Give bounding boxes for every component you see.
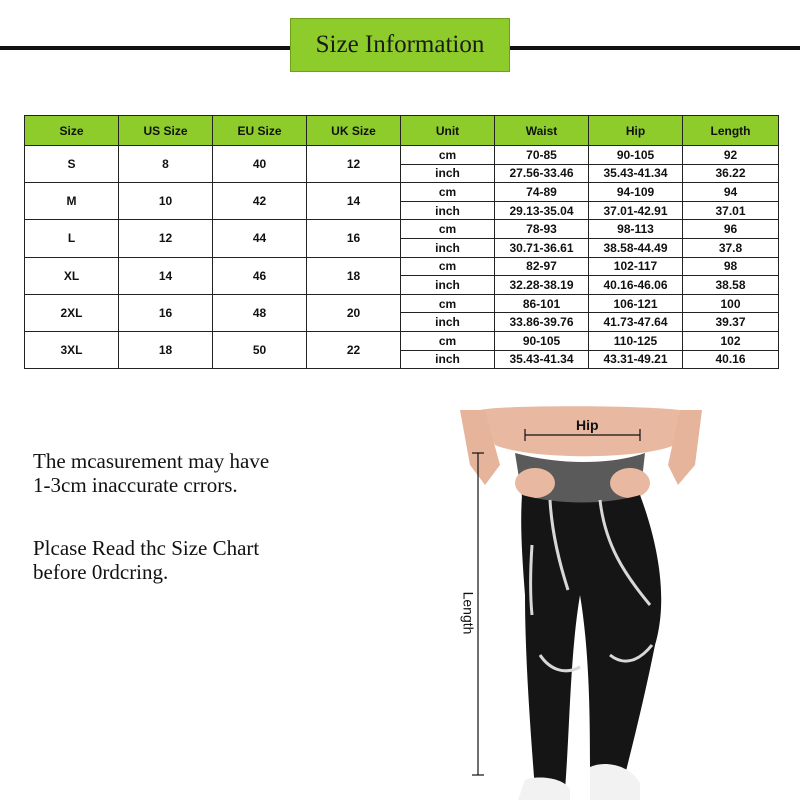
hip-cell: 106-121 — [589, 294, 683, 313]
waist-cell: 30.71-36.61 — [495, 238, 589, 257]
title-divider-left — [0, 46, 290, 50]
length-cell: 94 — [683, 183, 779, 202]
hip-cell: 90-105 — [589, 146, 683, 165]
waist-cell: 70-85 — [495, 146, 589, 165]
us-size-cell: 12 — [119, 220, 213, 257]
hip-cell: 110-125 — [589, 331, 683, 350]
column-header: Hip — [589, 116, 683, 146]
title-bar — [0, 31, 800, 58]
uk-size-cell: 22 — [307, 331, 401, 368]
us-size-cell: 16 — [119, 294, 213, 331]
size-cell: L — [25, 220, 119, 257]
hip-cell: 35.43-41.34 — [589, 164, 683, 183]
length-cell: 92 — [683, 146, 779, 165]
unit-cell: cm — [401, 146, 495, 165]
column-header: EU Size — [213, 116, 307, 146]
waist-cell: 27.56-33.46 — [495, 164, 589, 183]
eu-size-cell: 40 — [213, 146, 307, 183]
column-header: Length — [683, 116, 779, 146]
uk-size-cell: 18 — [307, 257, 401, 294]
column-header: Size — [25, 116, 119, 146]
length-cell: 102 — [683, 331, 779, 350]
waist-cell: 74-89 — [495, 183, 589, 202]
eu-size-cell: 44 — [213, 220, 307, 257]
unit-cell: inch — [401, 313, 495, 332]
unit-cell: cm — [401, 257, 495, 276]
hip-cell: 94-109 — [589, 183, 683, 202]
us-size-cell: 14 — [119, 257, 213, 294]
table-body — [25, 146, 779, 369]
table-header-row — [25, 116, 779, 146]
length-cell: 37.01 — [683, 201, 779, 220]
hip-label: Hip — [576, 417, 599, 433]
length-cell: 40.16 — [683, 350, 779, 369]
length-cell: 39.37 — [683, 313, 779, 332]
column-header: US Size — [119, 116, 213, 146]
measurement-note: The mcasurement may have 1-3cm inaccurate crrors. — [33, 449, 270, 497]
table-row — [25, 331, 779, 350]
waist-cell: 32.28-38.19 — [495, 276, 589, 295]
title-divider-right — [510, 46, 800, 50]
length-label: Length — [460, 591, 477, 635]
page-title: Size Information — [290, 18, 510, 72]
size-cell: 3XL — [25, 331, 119, 368]
length-cell: 96 — [683, 220, 779, 239]
column-header: Unit — [401, 116, 495, 146]
table-row — [25, 257, 779, 276]
size-cell: 2XL — [25, 294, 119, 331]
eu-size-cell: 50 — [213, 331, 307, 368]
size-cell: S — [25, 146, 119, 183]
uk-size-cell: 14 — [307, 183, 401, 220]
uk-size-cell: 12 — [307, 146, 401, 183]
length-cell: 98 — [683, 257, 779, 276]
hip-cell: 40.16-46.06 — [589, 276, 683, 295]
waist-cell: 90-105 — [495, 331, 589, 350]
hip-cell: 41.73-47.64 — [589, 313, 683, 332]
uk-size-cell: 16 — [307, 220, 401, 257]
unit-cell: inch — [401, 164, 495, 183]
us-size-cell: 10 — [119, 183, 213, 220]
unit-cell: inch — [401, 201, 495, 220]
waist-cell: 33.86-39.76 — [495, 313, 589, 332]
size-table — [24, 115, 779, 369]
unit-cell: cm — [401, 294, 495, 313]
table-row — [25, 183, 779, 202]
uk-size-cell: 20 — [307, 294, 401, 331]
eu-size-cell: 48 — [213, 294, 307, 331]
waist-cell: 35.43-41.34 — [495, 350, 589, 369]
hip-cell: 37.01-42.91 — [589, 201, 683, 220]
unit-cell: cm — [401, 220, 495, 239]
leggings-model-image — [440, 405, 720, 800]
size-cell: M — [25, 183, 119, 220]
length-cell: 100 — [683, 294, 779, 313]
read-chart-note: Plcase Read thc Size Chart before 0rdcring. — [33, 536, 260, 584]
us-size-cell: 18 — [119, 331, 213, 368]
hip-cell: 38.58-44.49 — [589, 238, 683, 257]
unit-cell: inch — [401, 238, 495, 257]
table-row — [25, 220, 779, 239]
us-size-cell: 8 — [119, 146, 213, 183]
unit-cell: inch — [401, 276, 495, 295]
waist-cell: 78-93 — [495, 220, 589, 239]
waist-cell: 29.13-35.04 — [495, 201, 589, 220]
hip-cell: 98-113 — [589, 220, 683, 239]
unit-cell: cm — [401, 183, 495, 202]
unit-cell: cm — [401, 331, 495, 350]
hip-cell: 43.31-49.21 — [589, 350, 683, 369]
column-header: Waist — [495, 116, 589, 146]
eu-size-cell: 42 — [213, 183, 307, 220]
hip-cell: 102-117 — [589, 257, 683, 276]
waist-cell: 86-101 — [495, 294, 589, 313]
eu-size-cell: 46 — [213, 257, 307, 294]
size-cell: XL — [25, 257, 119, 294]
table-row — [25, 294, 779, 313]
waist-cell: 82-97 — [495, 257, 589, 276]
length-cell: 36.22 — [683, 164, 779, 183]
length-cell: 38.58 — [683, 276, 779, 295]
length-cell: 37.8 — [683, 238, 779, 257]
table-row — [25, 146, 779, 165]
unit-cell: inch — [401, 350, 495, 369]
column-header: UK Size — [307, 116, 401, 146]
